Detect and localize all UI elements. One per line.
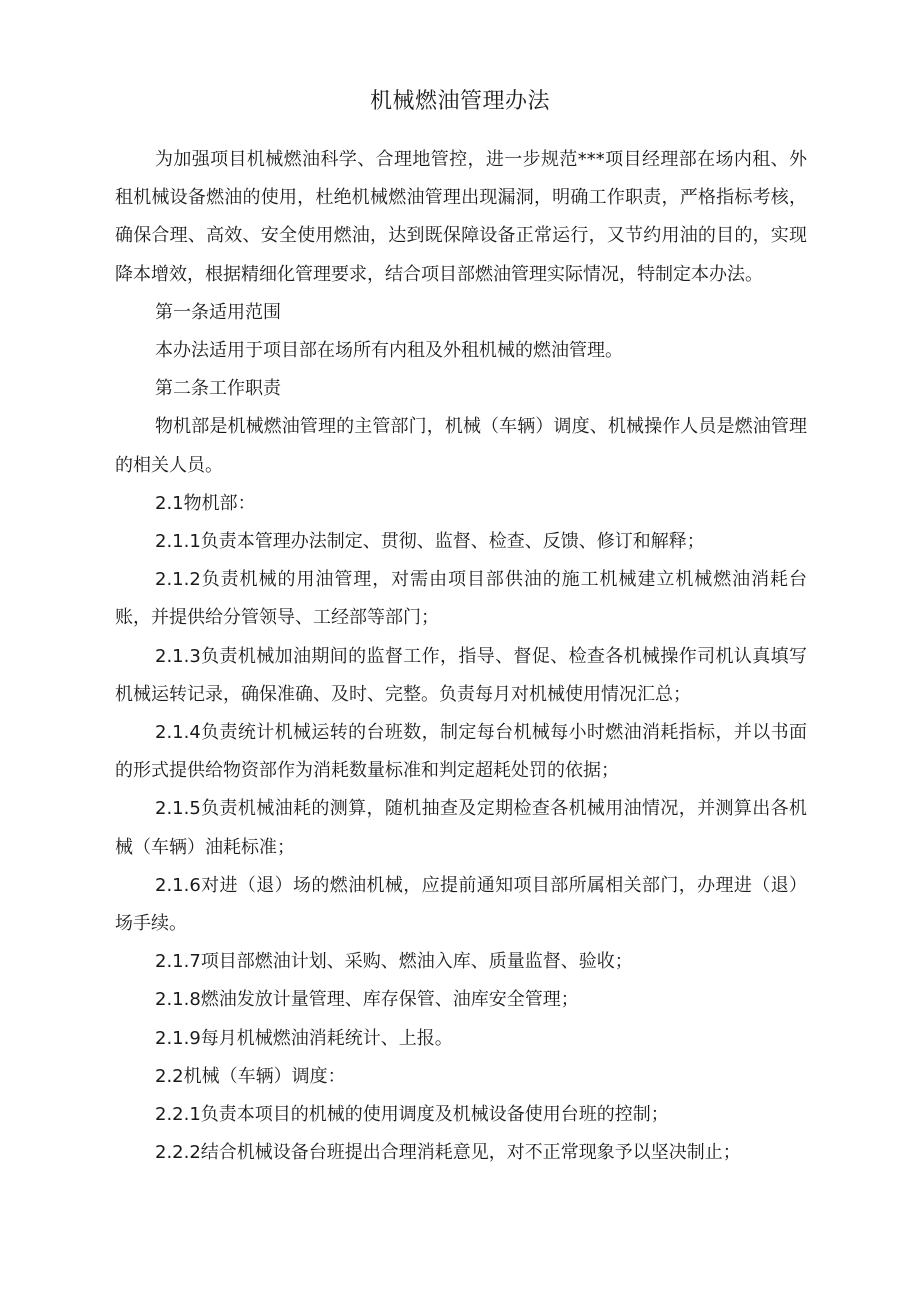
clause-2-1-8: 2.1.8燃油发放计量管理、库存保管、油库安全管理； <box>155 989 579 1011</box>
clause-2-1-4: 2.1.4负责统计机械运转的台班数，制定每台机械每小时燃油消耗指标，并以书面的形式提供给物资部作为消耗数量标准和判定超耗处罚的依据； <box>115 722 807 782</box>
clause-2-1-9: 2.1.9每月机械燃油消耗统计、上报。 <box>155 1027 453 1049</box>
scope-paragraph: 本办法适用于项目部在场所有内租及外租机械的燃油管理。 <box>155 340 623 362</box>
clause-2-2-1: 2.2.1负责本项目的机械的使用调度及机械设备使用台班的控制； <box>155 1104 669 1126</box>
clause-2-2-2: 2.2.2结合机械设备台班提出合理消耗意见，对不正常现象予以坚决制止； <box>155 1142 741 1164</box>
clause-2-1-2: 2.1.2负责机械的用油管理，对需由项目部供油的施工机械建立机械燃油消耗台账，并提供给分管领导、工经部等部门； <box>115 569 807 629</box>
clause-2-1-7: 2.1.7项目部燃油计划、采购、燃油入库、质量监督、验收； <box>155 951 633 973</box>
clause-2-1-1: 2.1.1负责本管理办法制定、贯彻、监督、检查、反馈、修订和解释； <box>155 531 705 553</box>
document-title: 机械燃油管理办法 <box>369 89 550 114</box>
clause-2-1-heading: 2.1物机部： <box>155 492 256 514</box>
clause-2-1-5: 2.1.5负责机械油耗的测算，随机抽查及定期检查各机械用油情况，并测算出各机械（车辆）油耗标准； <box>115 798 807 858</box>
document-body <box>115 141 807 1172</box>
clause-2-1-3: 2.1.3负责机械加油期间的监督工作，指导、督促、检查各机械操作司机认真填写机械运转记录，确保准确、及时、完整。负责每月对机械使用情况汇总； <box>115 645 807 705</box>
intro-paragraph: 为加强项目机械燃油科学、合理地管控，进一步规范***项目经理部在场内租、外租机械设备燃油的使用，杜绝机械燃油管理出现漏洞，明确工作职责，严格指标考核，确保合理、高效、安全使用燃油，达到既保障设备正常运行，又节约用油的目的，实现降本增效，根据精细化管理要求，结合项目部燃油管理实际情况，特制定本办法。 <box>115 149 807 285</box>
section-heading-duties: 第二条工作职责 <box>155 378 281 400</box>
section-heading-scope: 第一条适用范围 <box>155 301 281 323</box>
clause-2-2-heading: 2.2机械（车辆）调度： <box>155 1065 346 1087</box>
duties-paragraph: 物机部是机械燃油管理的主管部门，机械（车辆）调度、机械操作人员是燃油管理的相关人员。 <box>115 416 807 476</box>
clause-2-1-6: 2.1.6对进（退）场的燃油机械，应提前通知项目部所属相关部门，办理进（退）场手续。 <box>115 874 807 935</box>
